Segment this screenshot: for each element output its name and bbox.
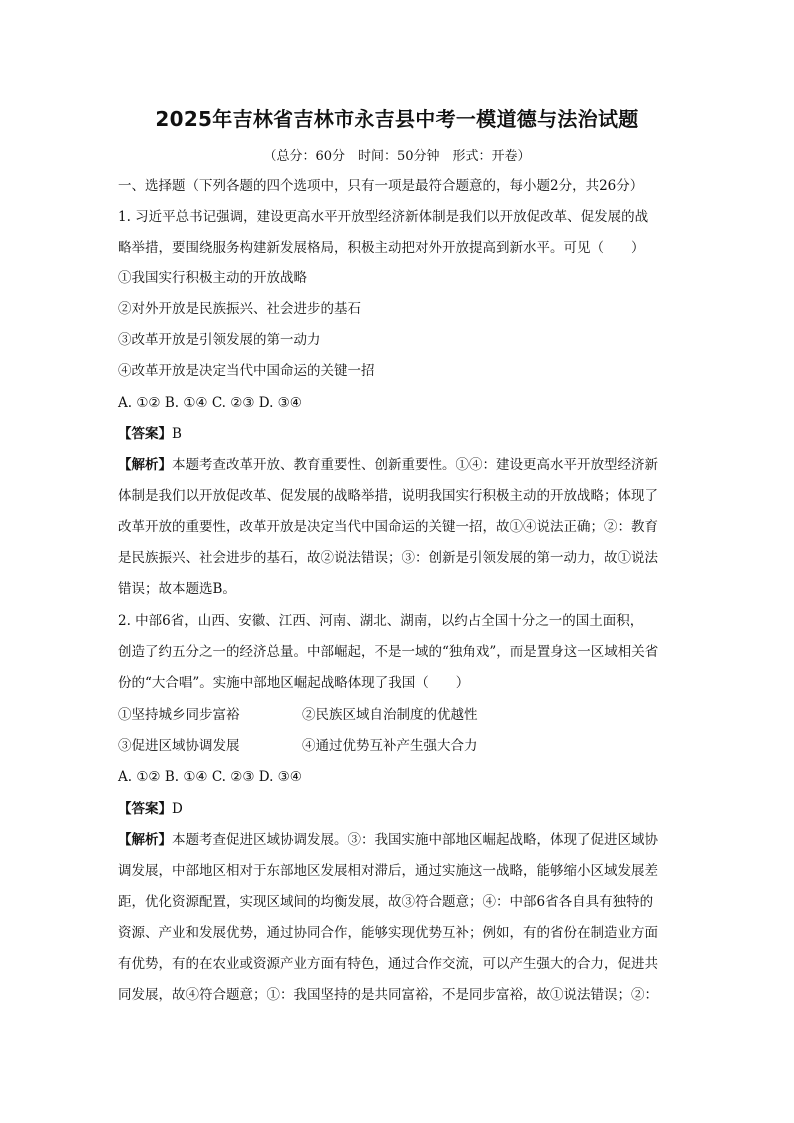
q1-answer: [118, 424, 182, 444]
answer-value: B: [172, 426, 182, 442]
analysis-text: 本题考查促进区域协调发展。③：我国实施中部地区崛起战略，体现了促进区域协: [172, 832, 658, 848]
q1-analysis-line-3: 改革开放的重要性，改革开放是决定当代中国命运的关键一招，故①④说法正确；②：教育: [118, 519, 658, 535]
q1-stem-line-1: 1. 习近平总书记强调，建设更高水平开放型经济新体制是我们以开放促改革、促发展的战: [118, 209, 649, 225]
q1-option-1: ①我国实行积极主动的开放战略: [118, 270, 307, 286]
analysis-label: 【解析】: [118, 457, 172, 473]
q1-option-2: ②对外开放是民族振兴、社会进步的基石: [118, 301, 361, 317]
q2-analysis-line-5: 有优势，有的在农业或资源产业方面有特色，通过合作交流，可以产生强大的合力，促进共: [118, 956, 658, 972]
q1-option-4: ④改革开放是决定当代中国命运的关键一招: [118, 363, 375, 379]
answer-value: D: [172, 801, 183, 817]
q2-answer: [118, 799, 183, 819]
q2-stem-line-2: 创造了约五分之一的经济总量。中部崛起，不是一域的“独角戏”，而是置身这一区域相关省: [118, 644, 659, 660]
q2-analysis-line-3: 距，优化资源配置，实现区域间的均衡发展，故③符合题意；④：中部6省各自具有独特的: [118, 894, 654, 910]
q2-analysis-line-4: 资源、产业和发展优势，通过协同合作，能够实现优势互补；例如，有的省份在制造业方面: [118, 925, 658, 941]
exam-info: （总分：60分 时间：50分钟 形式：开卷）: [263, 149, 531, 164]
q2-option-4: ④通过优势互补产生强大合力: [302, 738, 478, 754]
q2-option-2: ②民族区域自治制度的优越性: [302, 707, 478, 723]
q1-analysis-line-4: 是民族振兴、社会进步的基石，故②说法错误；③：创新是引领发展的第一动力，故①说法: [118, 550, 658, 566]
q2-stem-line-3: 份的“大合唱”。实施中部地区崛起战略体现了我国（ ）: [118, 675, 470, 691]
q1-analysis-line-2: 体制是我们以开放促改革、促发展的战略举措，说明我国实行积极主动的开放战略；体现了: [118, 488, 658, 504]
q1-analysis-line-1: [118, 455, 658, 475]
q1-choices: A. ①② B. ①④ C. ②③ D. ③④: [118, 395, 302, 411]
q1-option-3: ③改革开放是引领发展的第一动力: [118, 332, 321, 348]
page-title: 2025年吉林省吉林市永吉县中考一模道德与法治试题: [155, 107, 639, 131]
q2-stem-line-1: 2. 中部6省，山西、安徽、江西、河南、湖北、湖南，以约占全国十分之一的国土面积，: [118, 613, 644, 629]
q2-option-3: ③促进区域协调发展: [118, 738, 240, 754]
q2-choices: A. ①② B. ①④ C. ②③ D. ③④: [118, 769, 302, 785]
q1-stem-line-2: 略举措，要围绕服务构建新发展格局，积极主动把对外开放提高到新水平。可见（ ）: [118, 240, 645, 256]
analysis-label: 【解析】: [118, 832, 172, 848]
q2-analysis-line-2: 调发展，中部地区相对于东部地区发展相对滞后，通过实施这一战略，能够缩小区域发展差: [118, 863, 658, 879]
q2-analysis-line-6: 同发展，故④符合题意；①：我国坚持的是共同富裕，不是同步富裕，故①说法错误；②：: [118, 987, 658, 1003]
answer-label: 【答案】: [118, 801, 172, 817]
q2-option-1: ①坚持城乡同步富裕: [118, 707, 240, 723]
q1-analysis-line-5: 错误；故本题选B。: [118, 581, 236, 597]
section-heading: 一、选择题（下列各题的四个选项中，只有一项是最符合题意的，每小题2分，共26分）: [118, 178, 644, 194]
analysis-text: 本题考查改革开放、教育重要性、创新重要性。①④：建设更高水平开放型经济新: [172, 457, 658, 473]
q2-analysis-line-1: [118, 830, 658, 850]
answer-label: 【答案】: [118, 426, 172, 442]
